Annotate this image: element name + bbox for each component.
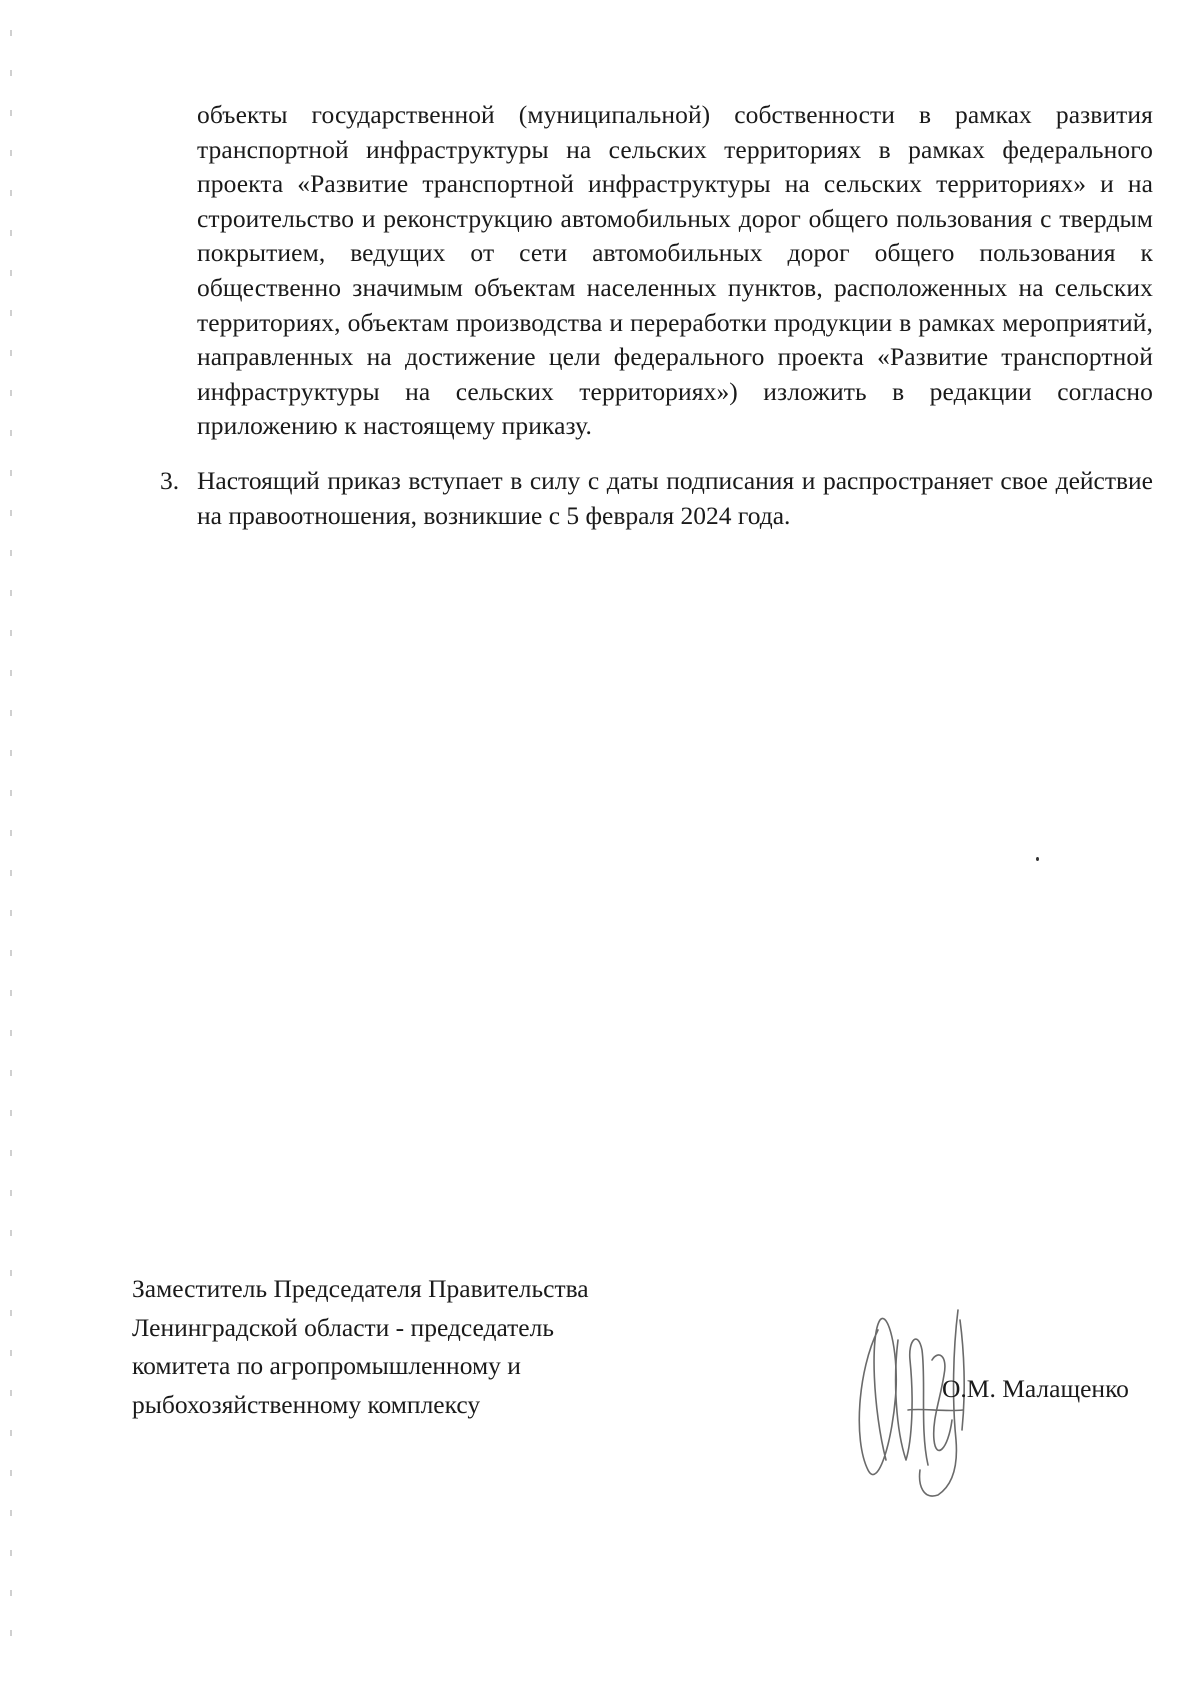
list-item-number: 3.	[160, 466, 180, 495]
position-line: комитета по агропромышленному и	[132, 1351, 521, 1380]
list-item-3	[160, 464, 1153, 533]
signatory-position	[132, 1270, 692, 1424]
position-line: рыбохозяйственному комплексу	[132, 1389, 481, 1419]
position-line: Ленинградской области - председатель	[132, 1312, 554, 1342]
paragraph-continuation	[197, 98, 1153, 444]
scan-edge-artifact	[10, 30, 12, 1650]
paragraph-text: объекты государственной (муниципальной) собственности в рамках развития транспортной инфраструктуры на сельских территориях в рамках федерального проекта «Развитие транспортной инфраструктуры на сельских территориях» и на строительство и реконструкцию автомобильных дорог общего пользования с твердым покрытием, ведущих от сети автомобильных дорог общего пользования к общественно значимым объектам населенных пунктов, расположенных на сельских территориях, объектам производства и переработки продукции в рамках мероприятий, направленных на достижение цели федерального проекта «Развитие транспортной инфраструктуры на сельских территориях») изложить в редакции согласно приложению к настоящему приказу.	[197, 100, 1153, 441]
list-item-text: Настоящий приказ вступает в силу с даты подписания и распространяет свое действие на правоотношения, возникшие с 5 февраля 2024 года.	[197, 466, 1153, 530]
signer-name: О.М. Малащенко	[942, 1374, 1129, 1403]
position-line: Заместитель Председателя Правительства	[132, 1274, 589, 1303]
scan-speck	[1036, 857, 1039, 861]
